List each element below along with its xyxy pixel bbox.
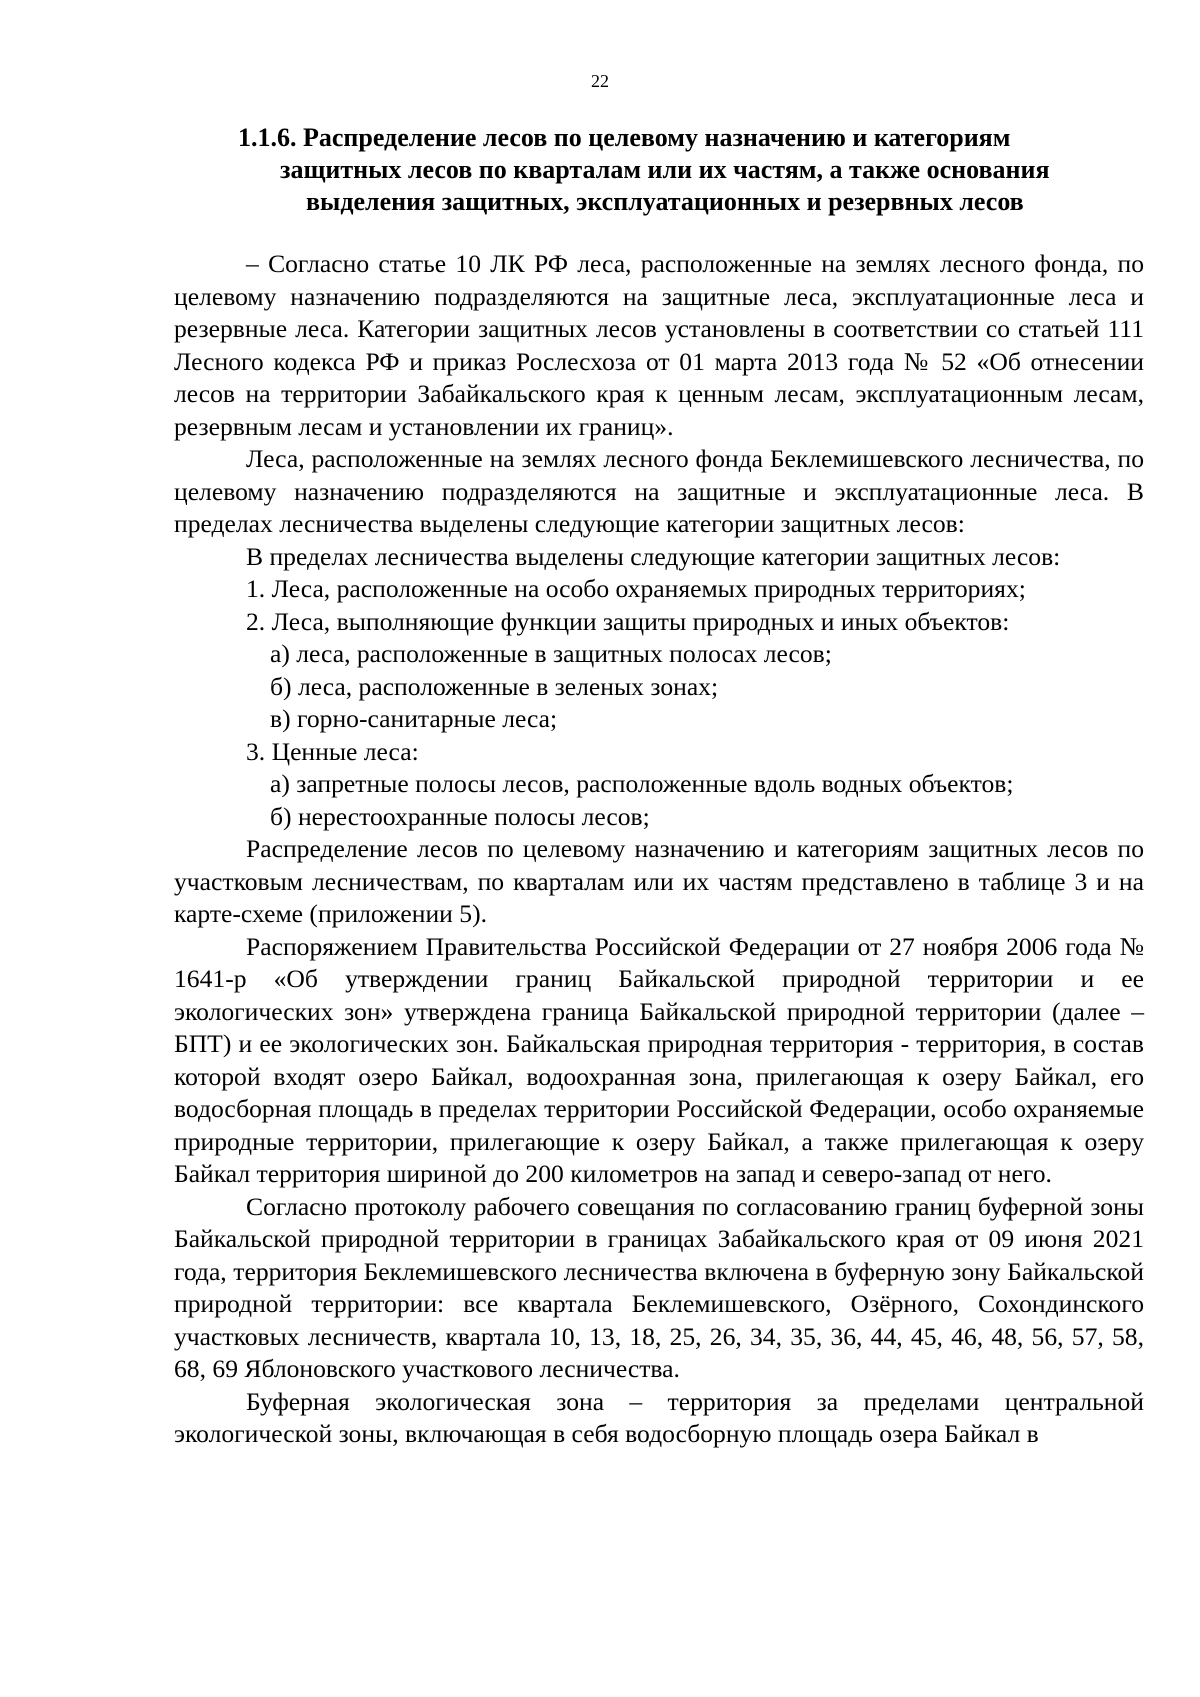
page-number: 22 [591,71,609,91]
list-item-3: 3. Ценные леса: [246,736,419,766]
heading-line-2: защитных лесов по кварталам или их частям, а также основания [280,155,1050,184]
paragraph-forest-division: Леса, расположенные на землях лесного фонда Беклемишевского лесничества, по целевому назначению подразделяются на защитные и эксплуатационные леса. В пределах лесничества выделены следующие категории защитных лесов: [174,444,1144,538]
list-item-1: 1. Леса, расположенные на особо охраняемых природных территориях; [246,574,1026,603]
paragraph-buffer-protocol: Согласно протоколу рабочего совещания по согласованию границ буферной зоны Байкальской природной территории в границах Забайкальского края от 09 июня 2021 года, территория Беклемишевского лесничества включена в буферную зону Байкальской природной территории: все квартала Беклемишевского, Озёрного, Сохондинского участковых лесничеств, квартала 10, 13, 18, 25, 26, 34, 35, 36, 44, 45, 46, 48, 56, 57, 58, 68, 69 Яблоновского участкового лесничества. [174,1191,1144,1383]
paragraph-buffer-zone: Буферная экологическая зона – территория за пределами центральной экологической зоны, включающая в себя водосборную площадь озера Байкал в [174,1386,1144,1448]
list-item-2a: а) леса, расположенные в защитных полосах лесов; [270,639,832,668]
list-item-3b: б) нерестоохранные полосы лесов; [270,801,650,831]
list-item-2: 2. Леса, выполняющие функции защиты природных и иных объектов: [246,606,1010,636]
paragraph-government-order: Распоряжением Правительства Российской Федерации от 27 ноября 2006 года № 1641-р «Об утверждении границ Байкальской природной территории и ее экологических зон» утверждена граница Байкальской природной территории (далее – БПТ) и ее экологических зон. Байкальская природная территория - территория, в состав которой входят озеро Байкал, водоохранная зона, прилегающая к озеру Байкал, его водосборная площадь в пределах территории Российской Федерации, особо охраняемые природные территории, прилегающие к озеру Байкал, а также прилегающая к озеру Байкал территория шириной до 200 километров на запад и северо-запад от него. [174,931,1144,1188]
section-heading [160,122,1120,218]
list-intro: В пределах лесничества выделены следующие категории защитных лесов: [246,541,1061,571]
paragraph-forest-code: – Согласно статье 10 ЛК РФ леса, расположенные на землях лесного фонда, по целевому назначению подразделяются на защитные леса, эксплуатационные леса и резервные леса. Категории защитных лесов установлены в соответствии со статьей 111 Лесного кодекса РФ и приказ Рослесхоза от 01 марта 2013 года № 52 «Об отнесении лесов на территории Забайкальского края к ценным лесам, эксплуатационным лесам, резервным лесам и установлении их границ». [174,249,1144,441]
heading-line-3: выделения защитных, эксплуатационных и резервных лесов [306,187,1024,216]
body-text [174,248,1144,1451]
list-item-2b: б) леса, расположенные в зеленых зонах; [270,671,719,701]
paragraph-distribution: Распределение лесов по целевому назначению и категориям защитных лесов по участковым лесничествам, по кварталам или их частям представлено в таблице 3 и на карте-схеме (приложении 5). [174,834,1144,928]
heading-line-1: 1.1.6. Распределение лесов по целевому назначению и категориям [238,123,1011,152]
list-item-2c: в) горно-санитарные леса; [270,704,558,733]
list-item-3a: а) запретные полосы лесов, расположенные вдоль водных объектов; [270,769,1014,798]
